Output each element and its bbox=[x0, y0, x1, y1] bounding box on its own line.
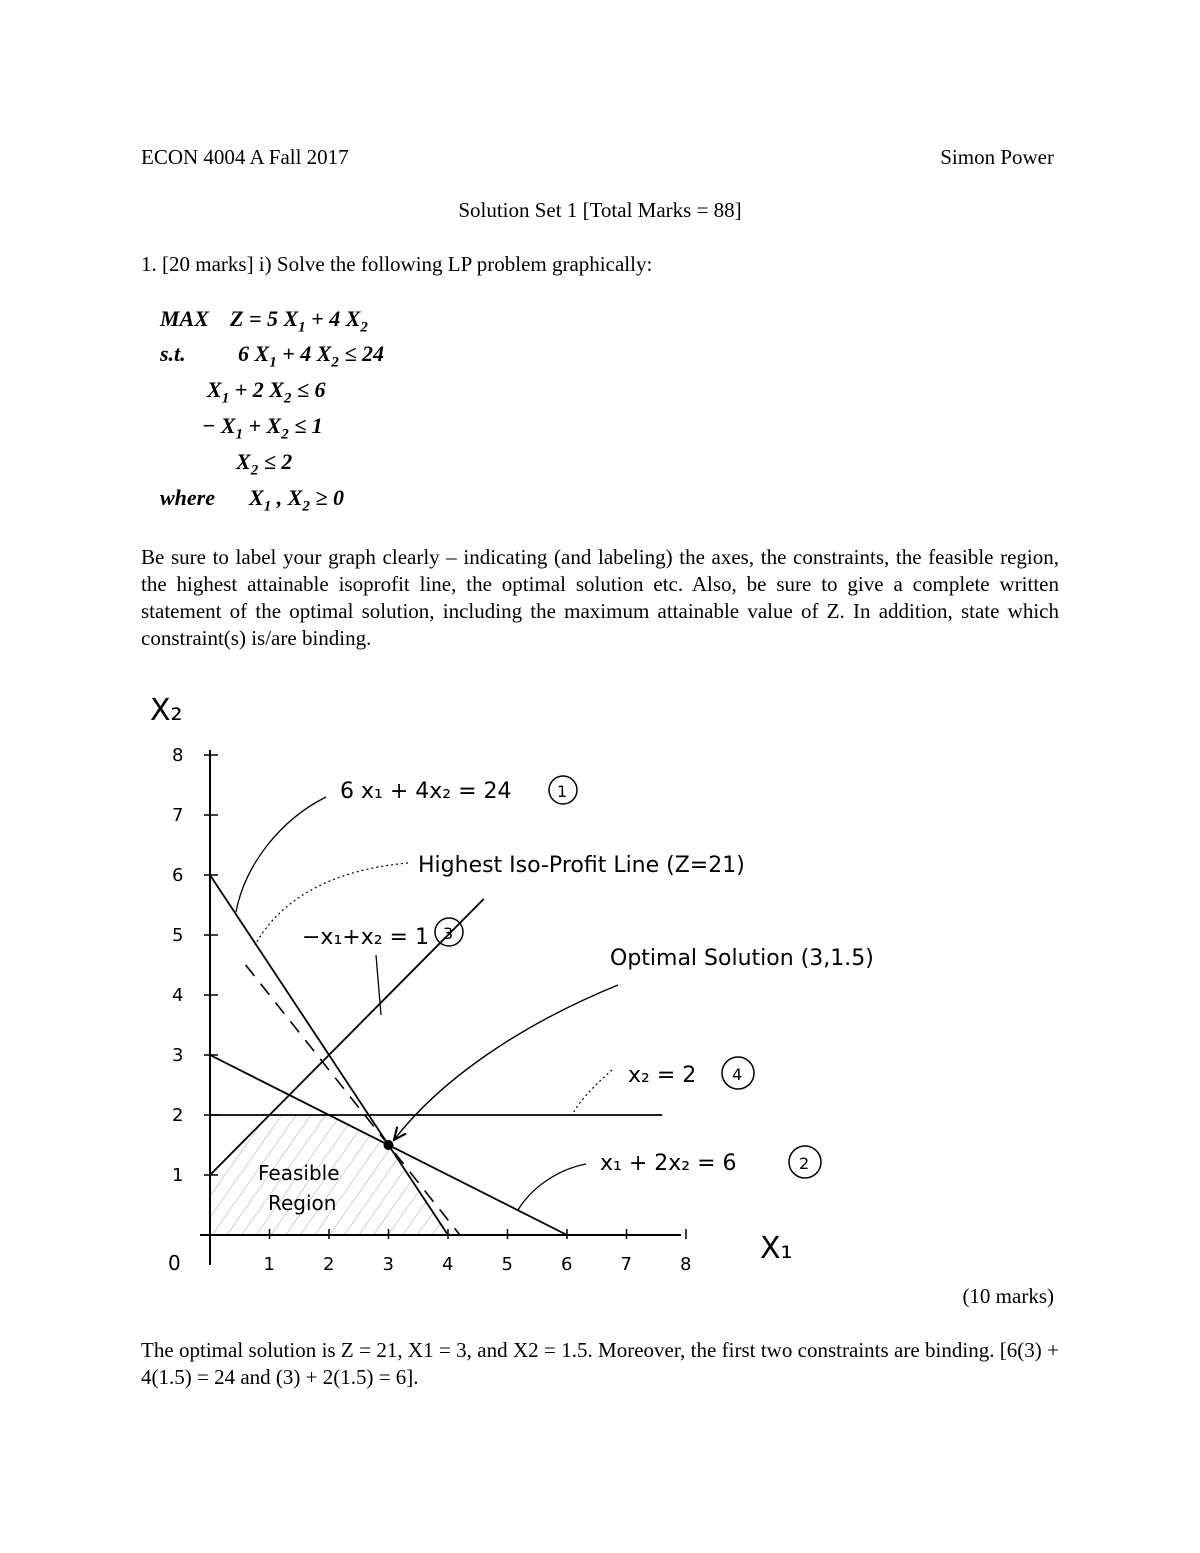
leader-constraint-4 bbox=[572, 1070, 612, 1115]
y-tick-label: 3 bbox=[172, 1045, 184, 1066]
optimal-label: Optimal Solution (3,1.5) bbox=[610, 946, 874, 971]
isoprofit-label: Highest Iso-Profit Line (Z=21) bbox=[418, 853, 745, 878]
nonnegativity: $X_1$ , $X_2 \ge 0$ bbox=[249, 485, 344, 515]
feasible-label-2: Region bbox=[268, 1191, 337, 1215]
where-keyword: where bbox=[160, 485, 215, 510]
x-tick-label: 6 bbox=[561, 1254, 573, 1275]
constraint-4-number: 4 bbox=[732, 1065, 743, 1084]
y-tick-label: 8 bbox=[172, 745, 184, 766]
objective-keyword: MAX bbox=[160, 306, 209, 331]
constraint-1-label: 6 x₁ + 4x₂ = 24 bbox=[340, 779, 512, 804]
feasible-label-1: Feasible bbox=[258, 1161, 340, 1185]
x-tick-label: 7 bbox=[620, 1254, 632, 1275]
origin-label: 0 bbox=[168, 1251, 181, 1275]
optimal-arrow bbox=[394, 985, 618, 1140]
y-tick-label: 5 bbox=[172, 925, 184, 946]
instructions-paragraph: Be sure to label your graph clearly – indicating (and labeling) the axes, the constraints, the feasible region, the highest attainable isoprofit line, the optimal solution etc. Also, be sure to give a complete written statement of the optimal solution, including the maximum attainable value of Z. In addition, state which constraint(s) is/are binding. bbox=[141, 545, 1059, 650]
y-tick-label: 2 bbox=[172, 1105, 184, 1126]
lp-graph bbox=[0, 680, 1200, 1300]
constraint-3-label: −x₁+x₂ = 1 bbox=[302, 925, 429, 950]
y-tick-label: 1 bbox=[172, 1165, 184, 1186]
y-axis-label: X₂ bbox=[150, 693, 183, 728]
st-keyword: s.t. bbox=[160, 341, 186, 366]
x-tick-label: 5 bbox=[501, 1254, 513, 1275]
objective-function: Z = 5 $X_1 + 4$ $X_2$ bbox=[230, 306, 368, 336]
course-header: ECON 4004 A Fall 2017 bbox=[141, 145, 349, 169]
x-tick-label: 1 bbox=[263, 1254, 275, 1275]
author-name: Simon Power bbox=[940, 145, 1054, 169]
constraint-2: $X_1 + 2$ $X_2 \le 6$ bbox=[207, 377, 326, 407]
constraint-1-number: 1 bbox=[557, 782, 568, 801]
x-tick-label: 4 bbox=[442, 1254, 454, 1275]
document-title: Solution Set 1 [Total Marks = 88] bbox=[458, 198, 742, 222]
leader-constraint-2 bbox=[518, 1164, 586, 1210]
constraint-4-label: x₂ = 2 bbox=[628, 1063, 697, 1088]
constraint-4: $X_2 \le 2$ bbox=[236, 449, 293, 479]
constraint-2-label: x₁ + 2x₂ = 6 bbox=[600, 1151, 737, 1176]
y-tick-label: 6 bbox=[172, 865, 184, 886]
marks-note: (10 marks) bbox=[962, 1284, 1054, 1308]
constraint-2-number: 2 bbox=[799, 1154, 810, 1173]
question-intro: 1. [20 marks] i) Solve the following LP problem graphically: bbox=[141, 252, 653, 276]
y-tick-label: 4 bbox=[172, 985, 184, 1006]
x-tick-label: 3 bbox=[382, 1254, 394, 1275]
x-axis-label: X₁ bbox=[760, 1231, 793, 1266]
y-tick-label: 7 bbox=[172, 805, 184, 826]
x-tick-label: 2 bbox=[323, 1254, 335, 1275]
x-tick-label: 8 bbox=[680, 1254, 692, 1275]
constraint-3: − $X_1 + X_2 \le 1$ bbox=[202, 413, 323, 443]
constraint-3-number: 3 bbox=[443, 924, 454, 943]
optimal-point bbox=[384, 1140, 394, 1150]
answer-paragraph: The optimal solution is Z = 21, X1 = 3, and X2 = 1.5. Moreover, the first two constraints are binding. [6(3) + 4(1.5) = 24 and (3) + 2(1.5) = 6]. bbox=[141, 1338, 1059, 1389]
constraint-1: 6 $X_1 + 4$ $X_2 \le 24$ bbox=[238, 341, 384, 371]
leader-constraint-1 bbox=[236, 797, 326, 912]
